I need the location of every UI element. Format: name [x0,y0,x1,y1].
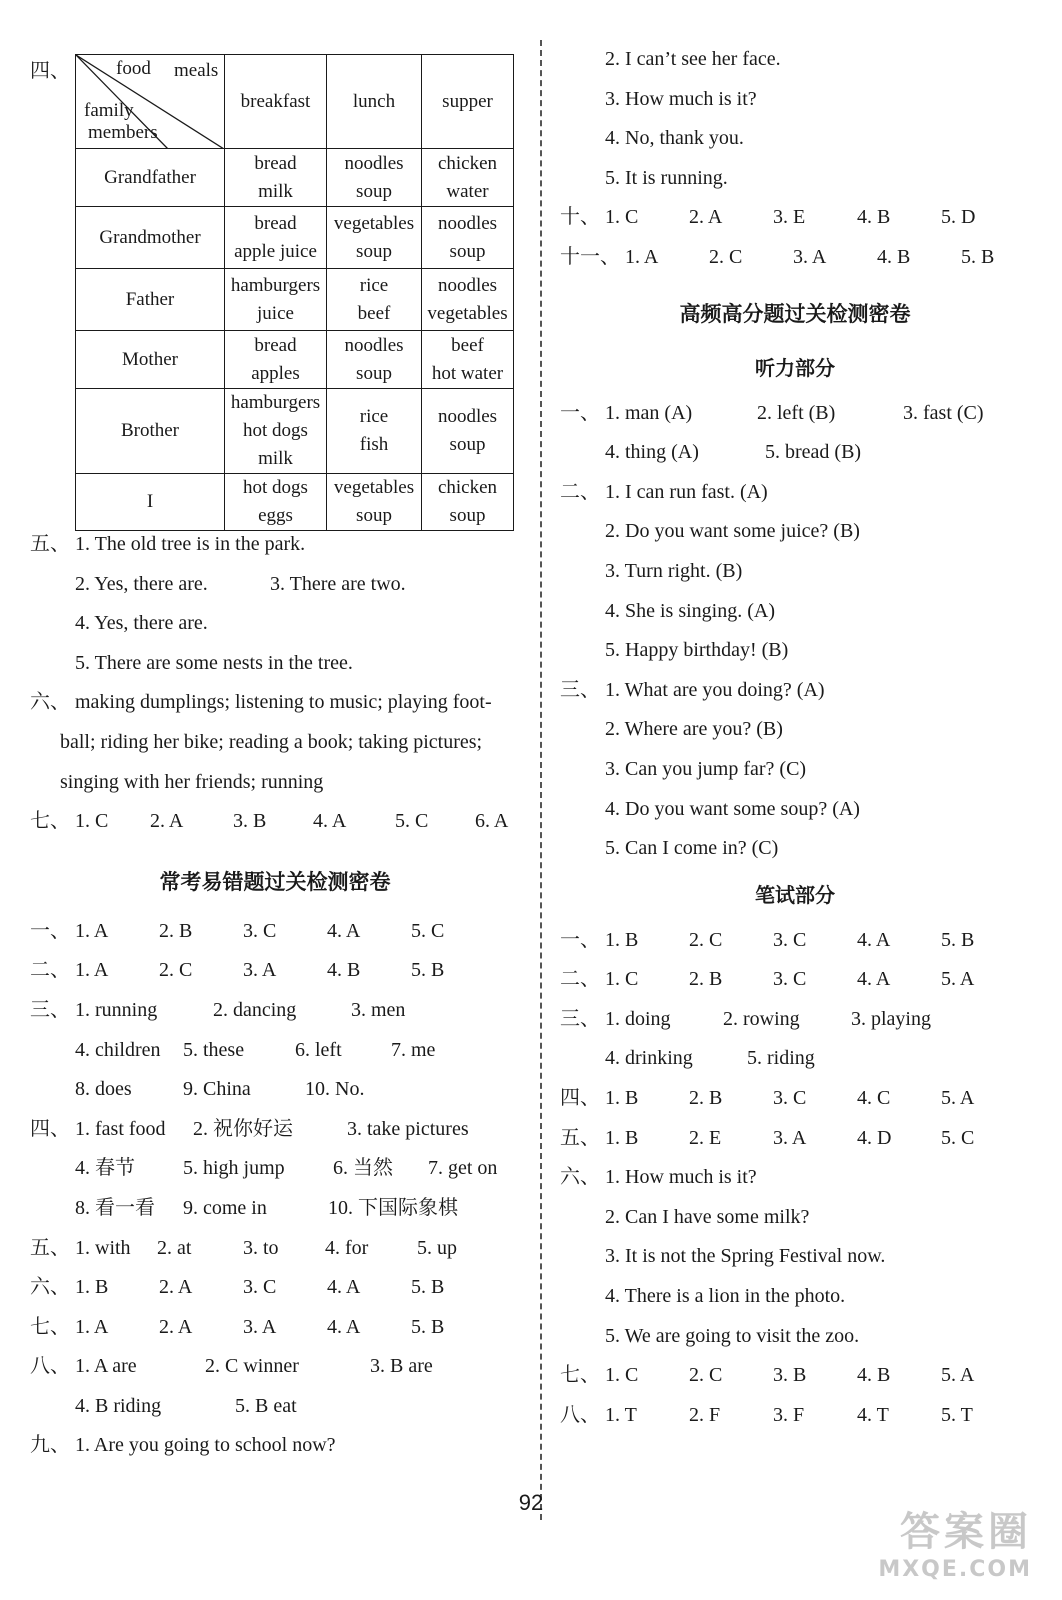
answer-line: 4. thing (A) 5. bread (B) [605,441,862,464]
header-family: family [84,100,134,121]
col-header: breakfast [225,55,327,149]
answer-line: 5. There are some nests in the tree. [75,651,353,674]
row-name: Grandmother [76,207,225,269]
answer-line: 六、 1. How much is it? [560,1166,757,1189]
answer-line: 3. How much is it? [605,87,757,110]
row-name: Brother [76,389,225,474]
answer-line: 4. Do you want some soup? (A) [605,797,860,820]
answer-line: 九、 1. Are you going to school now? [30,1434,336,1457]
answer-line: 七、 1. C 2. A 3. B 4. A 5. C 6. A [30,810,509,833]
answer-line: 3. Can you jump far? (C) [605,757,807,780]
answer-line: 4. B riding 5. B eat [75,1394,297,1417]
answer-line: 二、 1. I can run fast. (A) [560,480,768,503]
table-cell: noodles soup [327,331,422,389]
answer-line: ball; riding her bike; reading a book; taking pictures; [60,730,483,753]
table-cell: bread apple juice [225,207,327,269]
answer-line: 四、 1. B 2. B 3. C 4. C 5. A [560,1087,975,1110]
answer-line: 一、 1. A 2. B 3. C 4. A 5. C [30,919,445,942]
answer-line: 3. It is not the Spring Festival now. [605,1245,886,1268]
subsection-heading: 听力部分 [755,355,835,380]
answer-line: 4. Yes, there are. [75,612,208,635]
subsection-heading: 笔试部分 [755,882,835,907]
answer-line: 六、 1. B 2. A 3. C 4. A 5. B [30,1276,445,1299]
answer-line: 三、 1. doing 2. rowing 3. playing [560,1007,931,1030]
header-meals: meals [174,60,219,81]
answer-line: 六、 making dumplings; listening to music; playing foot- [30,691,492,714]
answer-line: 3. Turn right. (B) [605,559,743,582]
right-column [560,40,1030,1435]
column-divider [540,40,542,1520]
page-number: 92 [518,1490,544,1515]
table-cell: bread apples [225,331,327,389]
answer-line: 2. Where are you? (B) [605,718,783,741]
meal-table [75,54,514,531]
table-cell: noodles soup [327,149,422,207]
header-food: food [116,58,151,79]
answer-line: 5. We are going to visit the zoo. [605,1324,860,1347]
table-cell: beef hot water [422,331,514,389]
header-members: members [88,122,158,143]
answer-line: 十、 1. C 2. A 3. E 4. B 5. D [560,206,976,229]
answer-line: 三、 1. running 2. dancing 3. men [30,998,406,1021]
table-row [76,474,514,531]
answer-line: 8. 看一看 9. come in 10. 下国际象棋 [75,1196,458,1219]
table-row [76,389,514,474]
answer-line: 8. does 9. China 10. No. [75,1078,365,1101]
table-cell: hamburgers hot dogs milk [225,389,327,474]
meal-table-section [30,40,520,525]
table-cell: chicken water [422,149,514,207]
answer-line: 十一、 1. A 2. C 3. A 4. B 5. B [560,245,995,268]
left-column [30,40,520,1466]
col-header: lunch [327,55,422,149]
answer-line: 4. There is a lion in the photo. [605,1285,846,1308]
row-name: Mother [76,331,225,389]
table-cell: chicken soup [422,474,514,531]
table-cell: vegetables soup [327,474,422,531]
table-cell: vegetables soup [327,207,422,269]
table-cell: hot dogs eggs [225,474,327,531]
answer-line: 八、 1. A are 2. C winner 3. B are [30,1355,433,1378]
answer-line: 4. children 5. these 6. left 7. me [75,1038,436,1061]
answer-line: 2. Can I have some milk? [605,1205,810,1228]
answer-line: singing with her friends; running [60,770,324,793]
answer-line: 七、 1. A 2. A 3. A 4. A 5. B [30,1315,445,1338]
table-cell: noodles vegetables [422,269,514,331]
answer-line: 七、 1. C 2. C 3. B 4. B 5. A [560,1364,975,1387]
answer-line: 2. Do you want some juice? (B) [605,520,860,543]
answer-line: 一、 1. man (A) 2. left (B) 3. fast (C) [560,401,984,424]
table-cell: bread milk [225,149,327,207]
col-header: supper [422,55,514,149]
answer-line: 2. Yes, there are. 3. There are two. [75,572,406,595]
section-heading: 常考易错题过关检测密卷 [159,869,391,894]
answer-line: 二、 1. A 2. C 3. A 4. B 5. B [30,959,445,982]
answer-line: 八、 1. T 2. F 3. F 4. T 5. T [560,1403,973,1426]
answer-line: 四、 1. fast food 2. 祝你好运 3. take pictures [30,1117,469,1140]
answer-line: 4. She is singing. (A) [605,599,775,622]
answer-line: 五、 1. with 2. at 3. to 4. for 5. up [30,1236,457,1259]
diagonal-header-cell [76,55,225,149]
table-row [76,331,514,389]
table-cell: noodles soup [422,389,514,474]
answer-line: 三、 1. What are you doing? (A) [560,678,825,701]
row-name: I [76,474,225,531]
watermark-logo: 答案圈 MXQE.COM [878,1509,1032,1582]
answer-line: 二、 1. C 2. B 3. C 4. A 5. A [560,968,975,991]
table-cell: noodles soup [422,207,514,269]
answer-line: 5. It is running. [605,166,728,189]
answer-line: 2. I can’t see her face. [605,48,781,70]
answer-line: 五、 1. B 2. E 3. A 4. D 5. C [560,1126,975,1149]
row-name: Father [76,269,225,331]
answer-line: 一、 1. B 2. C 3. C 4. A 5. B [560,928,975,951]
table-row [76,207,514,269]
answer-line: 5. Can I come in? (C) [605,837,779,860]
table-cell: hamburgers juice [225,269,327,331]
answer-line: 4. 春节 5. high jump 6. 当然 7. get on [75,1157,498,1180]
answer-line: 4. No, thank you. [605,127,744,150]
section-label: 四、 [30,60,70,82]
table-cell: rice beef [327,269,422,331]
table-row [76,269,514,331]
row-name: Grandfather [76,149,225,207]
section-heading: 高频高分题过关检测密卷 [679,301,911,326]
answer-line: 五、 1. The old tree is in the park. [30,533,306,555]
table-cell: rice fish [327,389,422,474]
answer-line: 5. Happy birthday! (B) [605,639,789,662]
table-row [76,149,514,207]
answer-line: 4. drinking 5. riding [605,1047,815,1070]
